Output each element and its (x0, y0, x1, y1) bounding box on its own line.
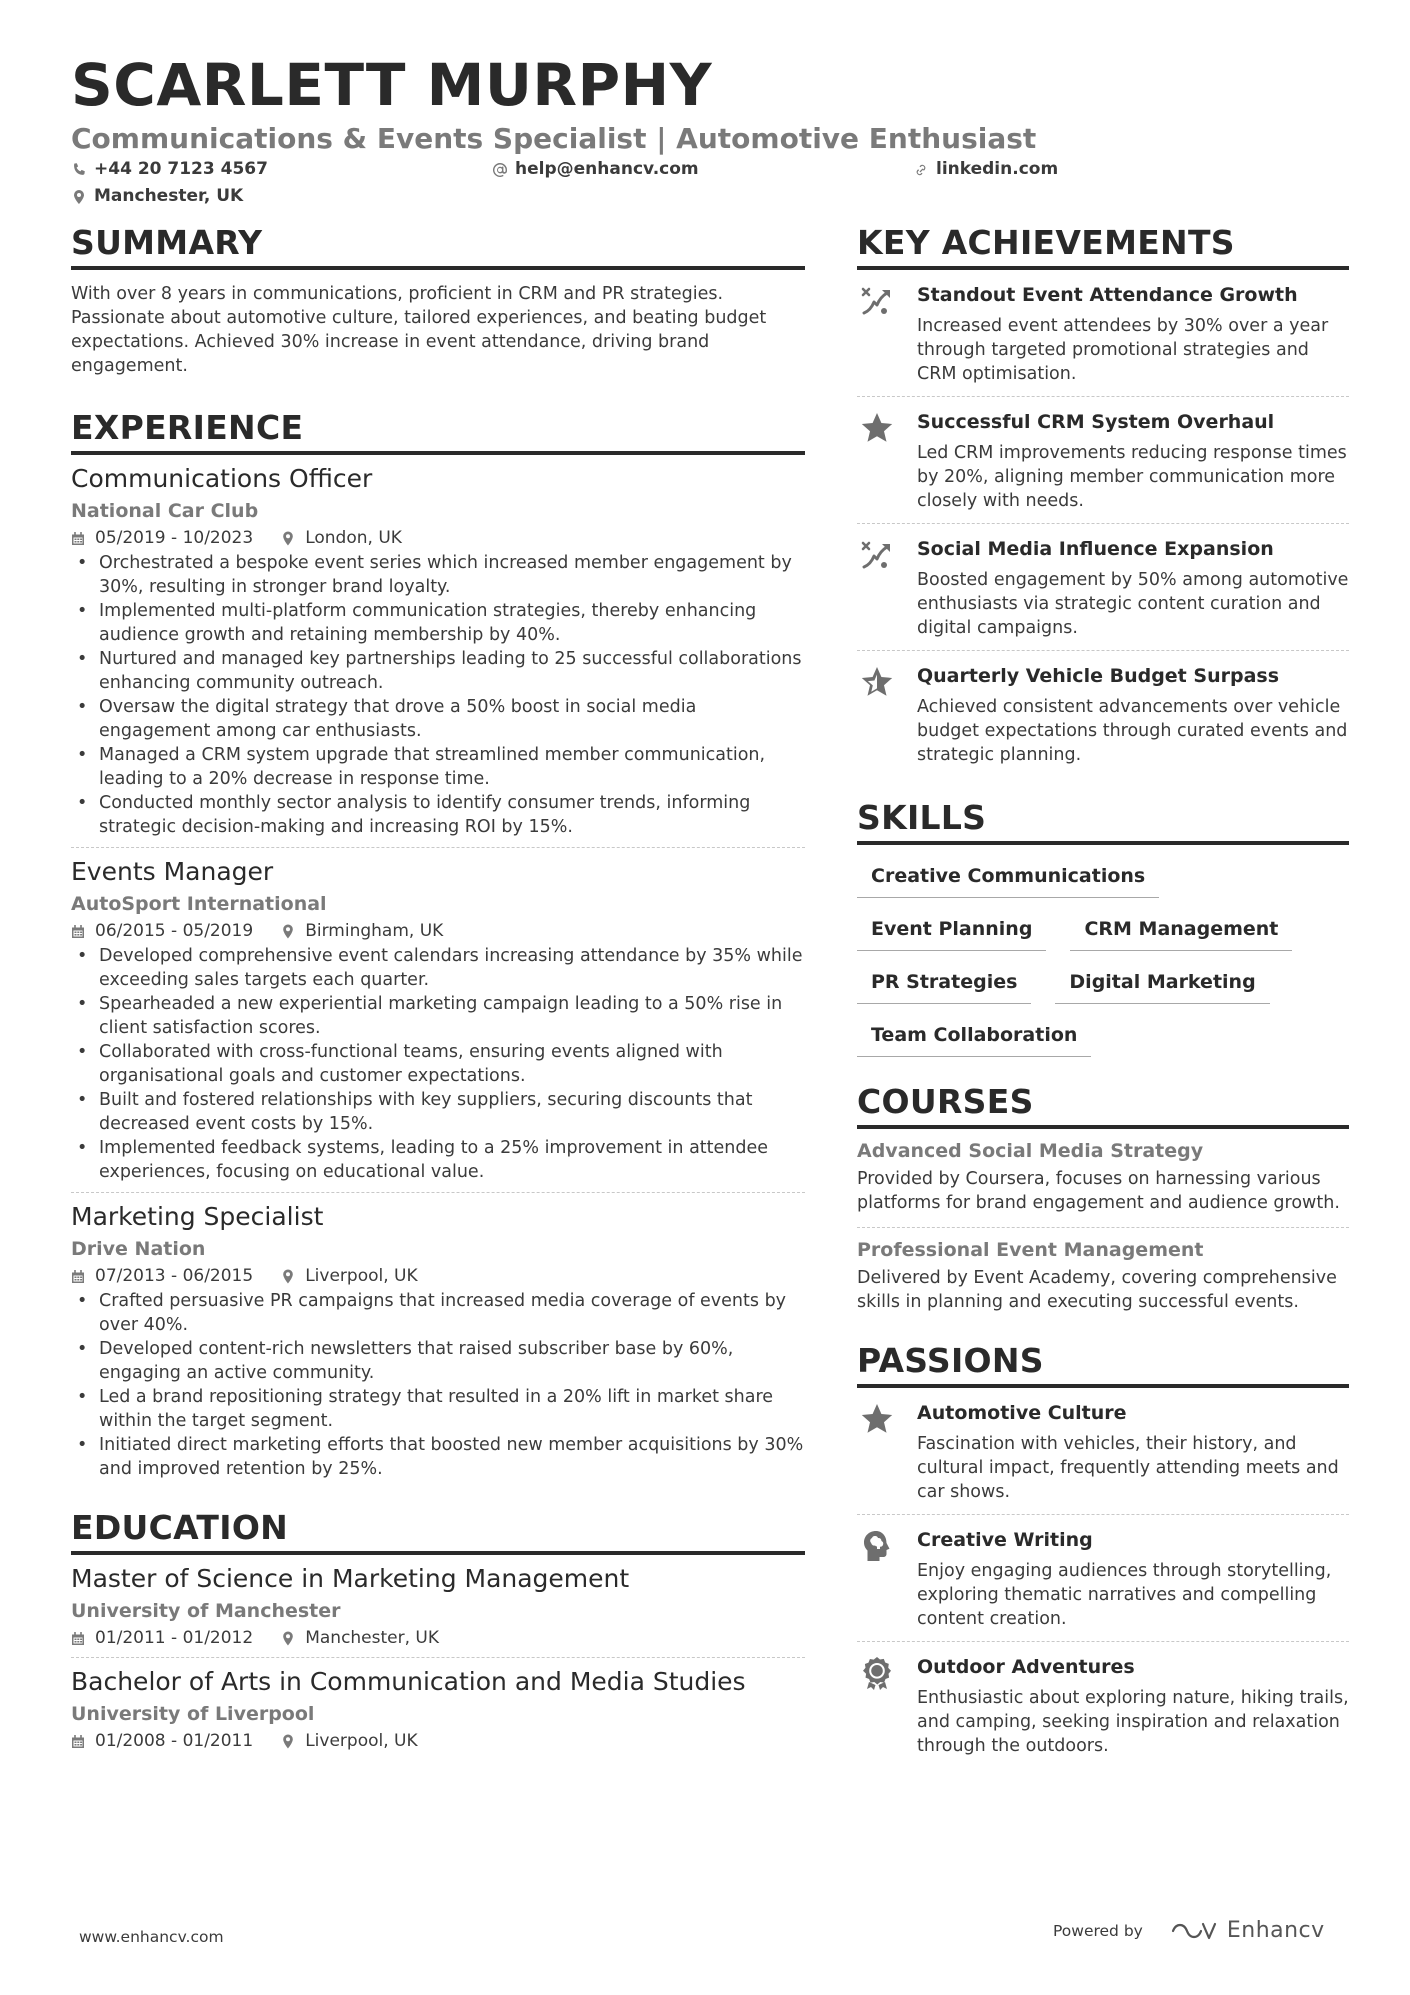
powered-by-label: Powered by (1053, 1921, 1143, 1940)
bullet-item: • Conducted monthly sector analysis to identify consumer trends, informing strategic decision-making and increasing ROI by 15%. (71, 791, 805, 839)
item-title: Creative Writing (917, 1529, 1093, 1551)
skill-tag: PR Strategies (857, 965, 1031, 1004)
icon-wrapper (857, 1654, 897, 1758)
footer-website[interactable]: www.enhancv.com (79, 1928, 224, 1946)
skills-heading: SKILLS (857, 801, 1349, 845)
location-pin-icon (281, 1734, 295, 1749)
brand-name: Enhancv (1226, 1918, 1325, 1943)
item-title: Standout Event Attendance Growth (917, 284, 1298, 306)
courses-heading: COURSES (857, 1085, 1349, 1129)
location-text: Liverpool, UK (305, 1731, 418, 1751)
location (281, 1627, 439, 1649)
date-location-row (71, 1265, 805, 1287)
location-pin-icon (281, 531, 295, 546)
location-text: Liverpool, UK (305, 1266, 418, 1286)
item-title: Automotive Culture (917, 1402, 1127, 1424)
achievement-item (857, 397, 1349, 524)
bullet-item: • Implemented feedback systems, leading to a 25% improvement in attendee experiences, focusing on educational value. (71, 1136, 805, 1184)
bullet-item: • Orchestrated a bespoke event series which increased member engagement by 30%, resulting in stronger brand loyalty. (71, 551, 805, 599)
link-icon (913, 162, 929, 178)
passion-item (857, 1388, 1349, 1515)
icon-wrapper (857, 409, 897, 513)
item-description: Enjoy engaging audiences through storytelling, exploring thematic narratives and compelling content creation. (917, 1561, 1332, 1629)
icon-wrapper (857, 663, 897, 767)
item-body (917, 536, 1349, 640)
date-range (71, 1730, 253, 1752)
passions-list (857, 1388, 1349, 1768)
job-title: Communications Officer (71, 464, 373, 493)
right-column (857, 223, 1349, 1768)
left-column (71, 223, 805, 1760)
contact-linkedin[interactable] (913, 161, 1058, 178)
passion-item (857, 1515, 1349, 1642)
education-entry (71, 1555, 805, 1658)
job-entry (71, 455, 805, 848)
date-text: 05/2019 - 10/2023 (95, 528, 254, 548)
item-description: Boosted engagement by 50% among automotive enthusiasts via strategic content curation and digital campaigns. (917, 570, 1349, 638)
award-badge-icon (860, 1656, 894, 1758)
job-title: Marketing Specialist (71, 1202, 324, 1231)
education-heading: EDUCATION (71, 1511, 805, 1555)
date-text: 01/2011 - 01/2012 (95, 1628, 254, 1648)
experience-list (71, 455, 805, 1489)
bullet-item: • Developed content-rich newsletters that raised subscriber base by 60%, engaging an active community. (71, 1337, 805, 1385)
date-range (71, 920, 253, 942)
footer-branding (1053, 1918, 1325, 1943)
location-pin-icon (281, 924, 295, 939)
skills-row (857, 965, 1349, 1004)
enhancv-logo-icon (1171, 1920, 1217, 1942)
company-name: AutoSport International (71, 893, 327, 915)
location-text: Manchester, UK (94, 186, 244, 206)
experience-heading: EXPERIENCE (71, 411, 805, 455)
location (281, 1730, 417, 1752)
date-range (71, 1627, 253, 1649)
bullet-item: • Built and fostered relationships with key suppliers, securing discounts that decreased event costs by 15%. (71, 1088, 805, 1136)
date-text: 07/2013 - 06/2015 (95, 1266, 254, 1286)
education-entry (71, 1658, 805, 1760)
item-description: Led CRM improvements reducing response times by 20%, aligning member communication more closely with needs. (917, 443, 1347, 511)
location-pin-icon (71, 189, 87, 205)
school-name: University of Liverpool (71, 1703, 315, 1725)
item-title: Social Media Influence Expansion (917, 538, 1274, 560)
icon-wrapper (857, 1527, 897, 1631)
enhancv-logo[interactable] (1171, 1918, 1325, 1943)
courses-list (857, 1129, 1349, 1326)
summary-text: With over 8 years in communications, proficient in CRM and PR strategies. Passionate about automotive culture, tailored experiences, and beating budget expectations. Achieved 30% increase in event attendance, driving brand engagement. (71, 284, 767, 376)
growth-icon (860, 284, 894, 386)
achievement-bullets (71, 1289, 805, 1481)
skill-tag: Creative Communications (857, 859, 1159, 898)
course-description: Provided by Coursera, focuses on harnessing various platforms for brand engagement and audience growth. (857, 1169, 1340, 1213)
bullet-item: • Initiated direct marketing efforts that boosted new member acquisitions by 30% and improved retention by 25%. (71, 1433, 805, 1481)
item-description: Achieved consistent advancements over vehicle budget expectations through curated events and strategic planning. (917, 697, 1348, 765)
date-location-row (71, 1730, 805, 1752)
item-body (917, 409, 1349, 513)
calendar-icon (71, 1631, 85, 1646)
achievement-item (857, 651, 1349, 777)
job-entry (71, 1193, 805, 1489)
location-text: London, UK (305, 528, 402, 548)
calendar-icon (71, 924, 85, 939)
skills-row (857, 912, 1349, 951)
company-name: National Car Club (71, 500, 259, 522)
skill-tag: Digital Marketing (1055, 965, 1269, 1004)
item-title: Quarterly Vehicle Budget Surpass (917, 665, 1280, 687)
bullet-item: • Crafted persuasive PR campaigns that increased media coverage of events by over 40%. (71, 1289, 805, 1337)
item-title: Successful CRM System Overhaul (917, 411, 1275, 433)
bullet-item: • Collaborated with cross-functional teams, ensuring events aligned with organisational goals and customer expectations. (71, 1040, 805, 1088)
bullet-item: • Implemented multi-platform communication strategies, thereby enhancing audience growth and retaining membership by 40%. (71, 599, 805, 647)
phone-icon (71, 162, 87, 178)
skills-row (857, 1018, 1349, 1057)
achievement-bullets (71, 551, 805, 839)
summary-heading: SUMMARY (71, 226, 805, 270)
date-location-row (71, 527, 805, 549)
head-brain-icon (860, 1529, 894, 1631)
skill-tag: Team Collaboration (857, 1018, 1091, 1057)
course-title: Advanced Social Media Strategy (857, 1140, 1204, 1162)
email-text[interactable]: help@enhancv.com (515, 159, 699, 179)
skill-tag: CRM Management (1070, 912, 1292, 951)
date-range (71, 1265, 253, 1287)
degree-title: Master of Science in Marketing Management (71, 1564, 630, 1593)
linkedin-text[interactable]: linkedin.com (936, 159, 1059, 179)
date-range (71, 527, 253, 549)
item-body (917, 1654, 1349, 1758)
skills-row (857, 859, 1349, 898)
calendar-icon (71, 531, 85, 546)
company-name: Drive Nation (71, 1238, 206, 1260)
achievements-list (857, 270, 1349, 777)
item-body (917, 1527, 1349, 1631)
location-pin-icon (281, 1269, 295, 1284)
date-text: 06/2015 - 05/2019 (95, 921, 254, 941)
bullet-item: • Spearheaded a new experiential marketing campaign leading to a 50% rise in client satisfaction scores. (71, 992, 805, 1040)
item-description: Enthusiastic about exploring nature, hiking trails, and camping, seeking inspiration and relaxation through the outdoors. (917, 1688, 1349, 1756)
bullet-item: • Managed a CRM system upgrade that streamlined member communication, leading to a 20% decrease in response time. (71, 743, 805, 791)
job-entry (71, 848, 805, 1193)
job-title: Events Manager (71, 857, 274, 886)
candidate-name: SCARLETT MURPHY (71, 51, 713, 119)
bullet-item: • Developed comprehensive event calendars increasing attendance by 35% while exceeding sales targets each quarter. (71, 944, 805, 992)
achievement-bullets (71, 944, 805, 1184)
star-icon (860, 411, 894, 513)
course-item (857, 1228, 1349, 1326)
date-text: 01/2008 - 01/2011 (95, 1731, 254, 1751)
calendar-icon (71, 1269, 85, 1284)
location (281, 527, 402, 549)
contact-email[interactable] (492, 161, 699, 178)
location-text: Birmingham, UK (305, 921, 444, 941)
growth-icon (860, 538, 894, 640)
icon-wrapper (857, 1400, 897, 1504)
bullet-item: • Nurtured and managed key partnerships leading to 25 successful collaborations enhancing community outreach. (71, 647, 805, 695)
achievements-heading: KEY ACHIEVEMENTS (857, 226, 1349, 270)
at-icon (492, 162, 508, 178)
passions-heading: PASSIONS (857, 1344, 1349, 1388)
course-description: Delivered by Event Academy, covering comprehensive skills in planning and executing successful events. (857, 1268, 1337, 1312)
achievement-item (857, 524, 1349, 651)
achievement-item (857, 270, 1349, 397)
item-description: Fascination with vehicles, their history, and cultural impact, frequently attending meets and car shows. (917, 1434, 1339, 1502)
date-location-row (71, 920, 805, 942)
item-description: Increased event attendees by 30% over a year through targeted promotional strategies and CRM optimisation. (917, 316, 1329, 384)
location-pin-icon (281, 1631, 295, 1646)
item-body (917, 282, 1349, 386)
calendar-icon (71, 1734, 85, 1749)
candidate-headline: Communications & Events Specialist | Automotive Enthusiast (71, 122, 1037, 155)
degree-title: Bachelor of Arts in Communication and Media Studies (71, 1667, 746, 1696)
item-body (917, 1400, 1349, 1504)
star-icon (860, 1402, 894, 1504)
bullet-item: • Led a brand repositioning strategy that resulted in a 20% lift in market share within the target segment. (71, 1385, 805, 1433)
location (281, 920, 443, 942)
school-name: University of Manchester (71, 1600, 341, 1622)
skill-tag: Event Planning (857, 912, 1046, 951)
bullet-item: • Oversaw the digital strategy that drove a 50% boost in social media engagement among car enthusiasts. (71, 695, 805, 743)
location (281, 1265, 417, 1287)
icon-wrapper (857, 536, 897, 640)
passion-item (857, 1642, 1349, 1768)
skills-list (857, 859, 1349, 1057)
item-body (917, 663, 1349, 767)
date-location-row (71, 1627, 805, 1649)
course-item (857, 1129, 1349, 1228)
item-title: Outdoor Adventures (917, 1656, 1135, 1678)
course-title: Professional Event Management (857, 1239, 1204, 1261)
icon-wrapper (857, 282, 897, 386)
location-text: Manchester, UK (305, 1628, 440, 1648)
education-list (71, 1555, 805, 1760)
contact-phone (71, 161, 268, 178)
phone-text: +44 20 7123 4567 (94, 159, 268, 179)
contact-location (71, 188, 243, 205)
star-outline-icon (860, 665, 894, 767)
